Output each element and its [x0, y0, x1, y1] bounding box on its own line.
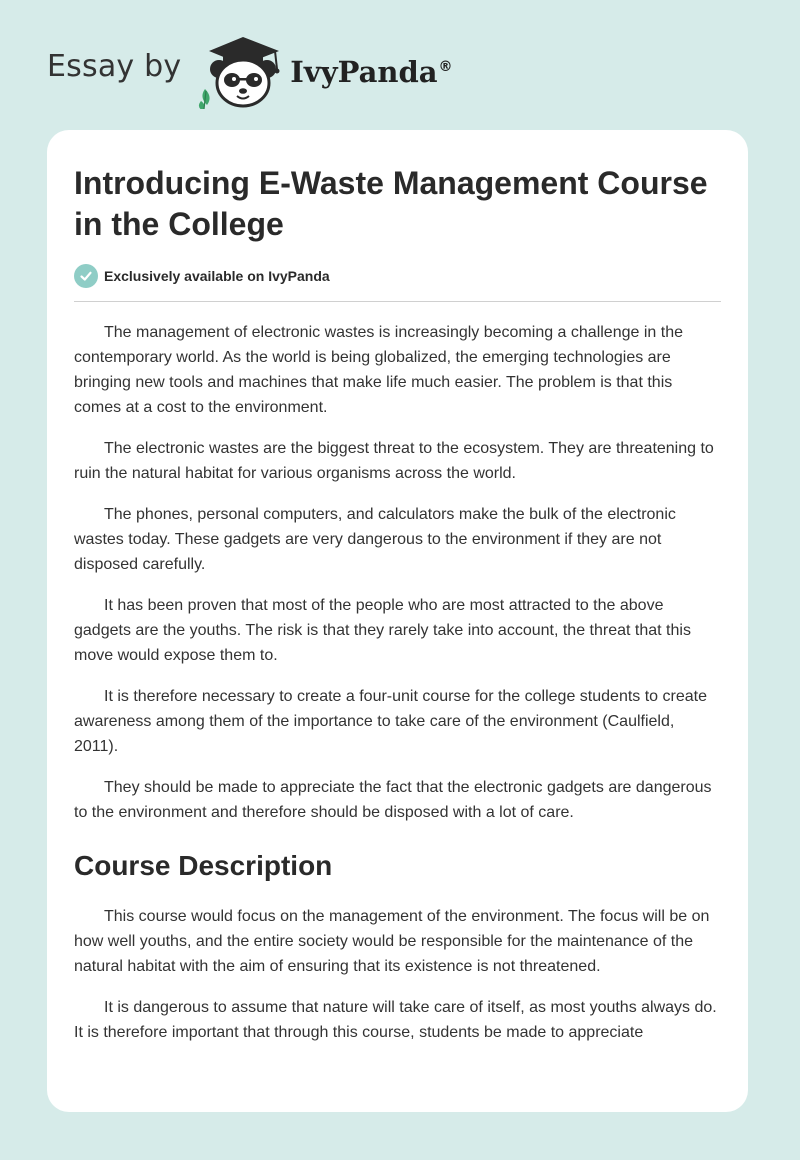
- brand-name: IvyPanda®: [290, 55, 453, 89]
- exclusive-badge: [74, 264, 721, 302]
- check-icon: [74, 264, 98, 288]
- brand-prefix: Essay by: [47, 48, 182, 84]
- section-heading: Course Description: [74, 850, 333, 881]
- essay-body: [74, 320, 721, 1045]
- paragraph: The management of electronic wastes is increasingly becoming a challenge in the contemporary world. As the world is being globalized, the emerging technologies are bringing new tools and machines that make life much easier. The problem is that this comes at a cost to the environment.: [74, 324, 683, 416]
- paragraph: It is therefore necessary to create a four-unit course for the college students to create awareness among them of the importance to take care of the environment (Caulfield, 2011).: [74, 688, 707, 755]
- paragraph: The phones, personal computers, and calculators make the bulk of the electronic wastes today. These gadgets are very dangerous to the environment if they are not disposed carefully.: [74, 506, 676, 573]
- exclusive-label: Exclusively available on IvyPanda: [104, 268, 330, 284]
- panda-logo-icon: [195, 31, 290, 109]
- registered-mark: ®: [438, 59, 453, 76]
- paragraph: It is dangerous to assume that nature will take care of itself, as most youths always do. It is therefore important that through this course, students be made to appreciate: [74, 999, 717, 1041]
- essay-card: [47, 130, 748, 1112]
- paragraph: It has been proven that most of the people who are most attracted to the above gadgets are the youths. The risk is that they rarely take into account, the threat that this move would expose them to.: [74, 597, 691, 664]
- paragraph: This course would focus on the management of the environment. The focus will be on how well youths, and the entire society would be responsible for the maintenance of the natural habitat with the aim of ensuring that its existence is not threatened.: [74, 908, 710, 975]
- brand-header[interactable]: [47, 30, 453, 110]
- paragraph: The electronic wastes are the biggest threat to the ecosystem. They are threatening to ruin the natural habitat for various organisms across the world.: [74, 440, 714, 482]
- page-title: Introducing E-Waste Management Course in the College: [74, 165, 708, 242]
- paragraph: They should be made to appreciate the fact that the electronic gadgets are dangerous to the environment and therefore should be disposed with a lot of care.: [74, 779, 712, 821]
